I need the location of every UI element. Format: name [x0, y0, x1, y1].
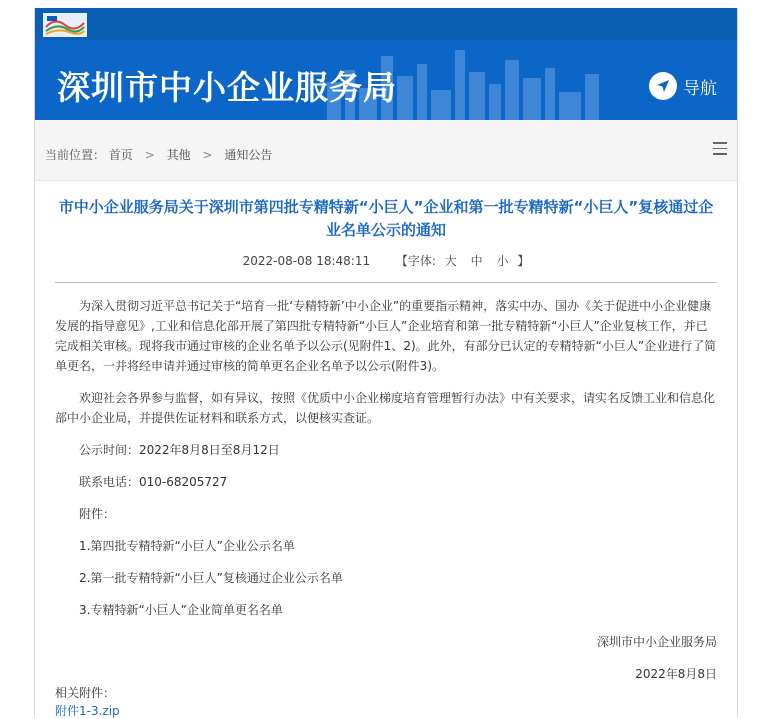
- publish-datetime: 2022-08-08 18:48:11: [242, 254, 371, 268]
- breadcrumb-separator: >: [144, 148, 155, 162]
- breadcrumb-notice-link[interactable]: 通知公告: [224, 148, 273, 162]
- attachment-item-3: 3.专精特新“小巨人”企业简单更名名单: [79, 603, 283, 617]
- sign-date: 2022年8月8日: [635, 667, 717, 681]
- attachments-heading: 附件：: [79, 507, 116, 521]
- page-container: [34, 8, 738, 718]
- breadcrumb-prefix: 当前位置：: [45, 148, 106, 162]
- breadcrumb-other-link[interactable]: 其他: [166, 148, 191, 162]
- related-attachments-label: 相关附件：: [55, 686, 116, 700]
- compass-arrow-icon: [649, 72, 677, 100]
- site-title[interactable]: 深圳市中小企业服务局: [57, 68, 397, 107]
- signature: 深圳市中小企业服务局: [596, 635, 717, 649]
- breadcrumb-trail: [45, 146, 272, 163]
- article-title: 市中小企业服务局关于深圳市第四批专精特新“小巨人”企业和第一批专精特新“小巨人”复核通过企业名单公示的通知: [58, 198, 714, 239]
- shenzhen-logo-icon[interactable]: [43, 13, 87, 37]
- attachment-item-2: 2.第一批专精特新“小巨人”复核通过企业公示名单: [79, 571, 343, 585]
- article-body: [55, 296, 717, 696]
- font-size-label-close: 】: [517, 254, 530, 268]
- font-size-small-button[interactable]: 小: [496, 254, 509, 268]
- navigation-label: 导航: [683, 78, 717, 99]
- top-bar: [35, 8, 737, 40]
- navigation-button[interactable]: [649, 69, 717, 103]
- attachment-item-1: 1.第四批专精特新“小巨人”企业公示名单: [79, 539, 295, 553]
- contact-phone: 联系电话：010-68205727: [79, 475, 228, 489]
- breadcrumb-separator: >: [202, 148, 213, 162]
- article-meta: [35, 252, 737, 269]
- breadcrumb-home-link[interactable]: 首页: [108, 148, 133, 162]
- font-size-label-open: 【字体:: [395, 254, 436, 268]
- body-paragraph-2: 欢迎社会各界参与监督，如有异议，按照《优质中小企业梯度培育管理暂行办法》中有关要求，请实名反馈工业和信息化部中小企业局，并提供佐证材料和联系方式，以便核实查证。: [55, 391, 716, 425]
- attachment-download-link[interactable]: 附件1-3.zip: [55, 704, 120, 718]
- publicity-time: 公示时间：2022年8月8日至8月12日: [79, 443, 280, 457]
- body-paragraph-1: 为深入贯彻习近平总书记关于“培育一批‘专精特新’中小企业”的重要指示精神，落实中办、国办《关于促进中小企业健康发展的指导意见》,工业和信息化部开展了第四批专精特新“小巨人”企业培育和第一批专精特新“小巨人”企业复核工作，并已完成相关审核。现将我市通过审核的企业名单予以公示(见附件1、2)。此外，有部分已认定的专精特新“小巨人”企业进行了简单更名，一并将经申请并通过审核的简单更名企业名单予以公示(附件3)。: [55, 299, 717, 373]
- hamburger-menu-icon[interactable]: [713, 142, 727, 156]
- font-size-selector: [396, 254, 529, 268]
- breadcrumb: [35, 120, 737, 181]
- font-size-medium-button[interactable]: 中: [470, 254, 483, 268]
- font-size-large-button[interactable]: 大: [444, 254, 457, 268]
- site-banner: [35, 40, 737, 120]
- title-divider: [55, 282, 717, 283]
